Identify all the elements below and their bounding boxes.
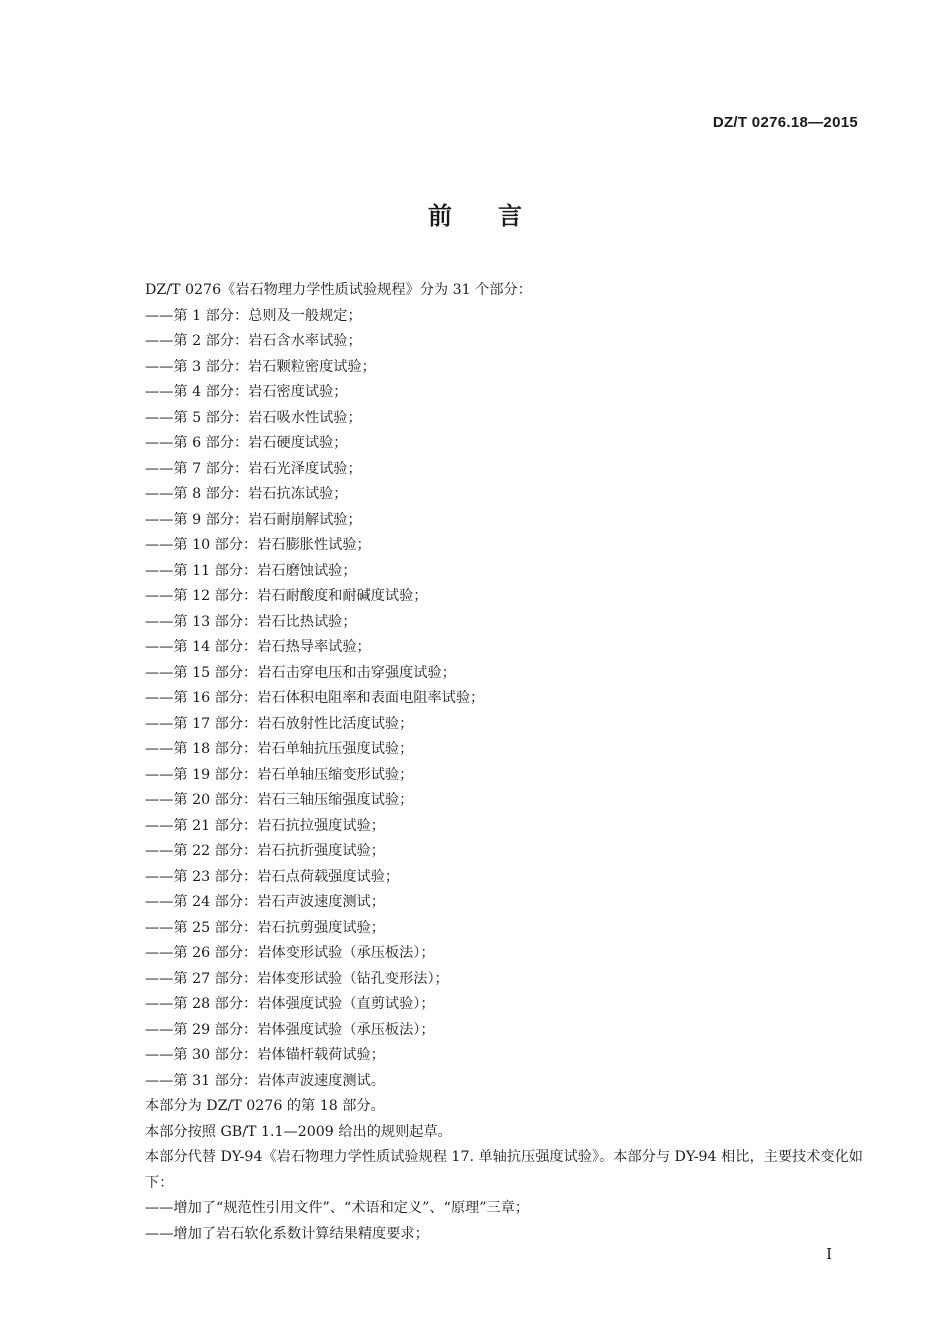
list-item-part: ——第 1 部分：总则及一般规定； <box>145 307 362 324</box>
list-item-change: ——增加了岩石软化系数计算结果精度要求； <box>145 1225 429 1242</box>
list-item-part: ——第 19 部分：岩石单轴压缩变形试验； <box>145 766 414 783</box>
list-item-part: ——第 8 部分：岩石抗冻试验； <box>145 486 348 502</box>
list-item-part: ——第 12 部分：岩石耐酸度和耐碱度试验； <box>145 588 428 604</box>
list-item-part: ——第 3 部分：岩石颗粒密度试验； <box>145 358 376 375</box>
list-item-part: ——第 28 部分：岩体强度试验（直剪试验）； <box>145 996 435 1012</box>
foreword-body <box>145 278 865 1247</box>
list-item-part: ——第 25 部分：岩石抗剪强度试验； <box>145 919 385 936</box>
page-title: 前言 <box>428 201 568 230</box>
list-item-part: ——第 23 部分：岩石点荷载强度试验； <box>145 868 400 885</box>
standard-code: DZ/T 0276.18—2015 <box>712 114 858 131</box>
list-item-part: ——第 29 部分：岩体强度试验（承压板法）； <box>145 1021 435 1038</box>
list-item-part: ——第 16 部分：岩石体积电阻率和表面电阻率试验； <box>145 690 485 706</box>
parts-list <box>145 304 865 1095</box>
list-item-part: ——第 6 部分：岩石硬度试验； <box>145 435 348 451</box>
intro-paragraph: DZ/T 0276《岩石物理力学性质试验规程》分为 31 个部分： <box>145 282 532 298</box>
paragraph-replacement: 本部分代替 DY-94《岩石物理力学性质试验规程 17. 单轴抗压强度试验》。本部分与 DY-94 相比，主要技术变化如下： <box>145 1149 863 1191</box>
list-item-part: ——第 5 部分：岩石吸水性试验； <box>145 409 362 426</box>
list-item-part: ——第 31 部分：岩体声波速度测试。 <box>145 1072 385 1089</box>
list-item-part: ——第 17 部分：岩石放射性比活度试验； <box>145 715 414 732</box>
changes-list <box>145 1196 865 1247</box>
list-item-part: ——第 15 部分：岩石击穿电压和击穿强度试验； <box>145 664 456 681</box>
paragraph-part-number: 本部分为 DZ/T 0276 的第 18 部分。 <box>145 1098 385 1114</box>
list-item-part: ——第 11 部分：岩石磨蚀试验； <box>145 562 357 579</box>
list-item-part: ——第 9 部分：岩石耐崩解试验； <box>145 511 362 528</box>
page-number: I <box>826 1245 832 1263</box>
list-item-part: ——第 27 部分：岩体变形试验（钻孔变形法）； <box>145 970 449 987</box>
list-item-part: ——第 10 部分：岩石膨胀性试验； <box>145 537 371 553</box>
list-item-part: ——第 18 部分：岩石单轴抗压强度试验； <box>145 741 414 757</box>
list-item-part: ——第 21 部分：岩石抗拉强度试验； <box>145 817 385 834</box>
list-item-part: ——第 4 部分：岩石密度试验； <box>145 384 348 400</box>
paragraph-drafting-rule: 本部分按照 GB/T 1.1—2009 给出的规则起草。 <box>145 1123 452 1140</box>
list-item-part: ——第 13 部分：岩石比热试验； <box>145 613 357 630</box>
list-item-part: ——第 24 部分：岩石声波速度测试； <box>145 894 385 910</box>
list-item-part: ——第 7 部分：岩石光泽度试验； <box>145 460 362 477</box>
list-item-part: ——第 22 部分：岩石抗折强度试验； <box>145 843 385 859</box>
list-item-change: ——增加了“规范性引用文件”、“术语和定义”、“原理”三章； <box>145 1200 530 1216</box>
list-item-part: ——第 26 部分：岩体变形试验（承压板法）； <box>145 945 435 961</box>
list-item-part: ——第 20 部分：岩石三轴压缩强度试验； <box>145 792 414 808</box>
list-item-part: ——第 2 部分：岩石含水率试验； <box>145 333 362 349</box>
list-item-part: ——第 30 部分：岩体锚杆载荷试验； <box>145 1047 385 1063</box>
list-item-part: ——第 14 部分：岩石热导率试验； <box>145 639 371 655</box>
